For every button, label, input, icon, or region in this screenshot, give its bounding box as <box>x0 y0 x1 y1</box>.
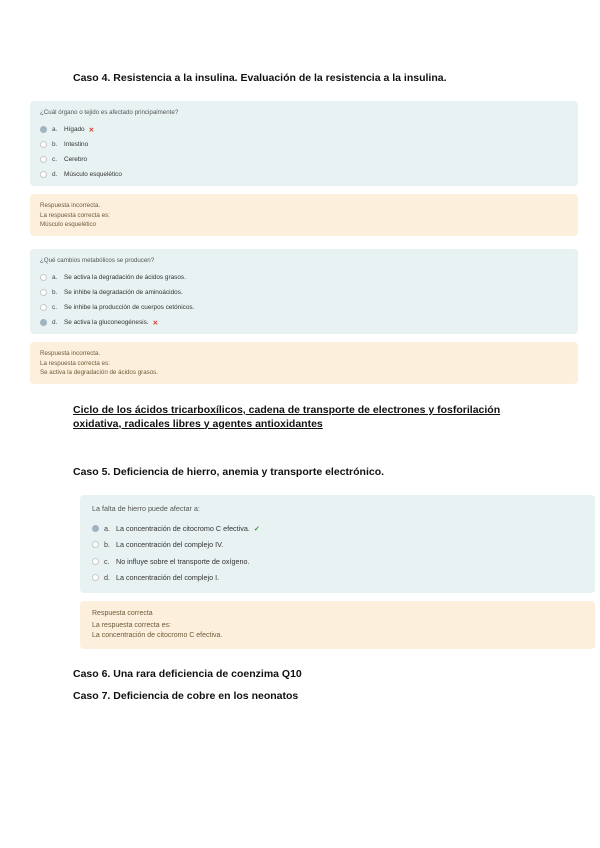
feedback-answer: Músculo esquelético <box>40 220 97 228</box>
option-label: Intestino <box>64 141 89 148</box>
case4-q2-option-a[interactable] <box>40 270 568 285</box>
case5-question1-card <box>80 495 595 593</box>
case4-q2-option-d[interactable] <box>40 315 568 330</box>
option-label: La concentración del complejo IV. <box>116 540 224 550</box>
radio-icon[interactable] <box>92 558 99 565</box>
radio-icon[interactable] <box>40 304 47 311</box>
radio-icon[interactable] <box>40 156 47 163</box>
option-letter: a. <box>52 274 58 281</box>
radio-checked-icon[interactable] <box>92 525 99 532</box>
option-letter: c. <box>104 556 110 566</box>
case5-q1-option-c[interactable] <box>92 553 583 570</box>
case5-q1-text: La falta de hierro puede afectar a: <box>92 504 200 513</box>
feedback-intro: La respuesta correcta es: <box>92 622 171 629</box>
option-letter: d. <box>52 319 58 326</box>
feedback-answer: Se activa la degradación de ácidos grasos. <box>40 368 158 376</box>
case4-q1-option-d[interactable] <box>40 167 568 182</box>
case5-q1-feedback <box>80 601 595 649</box>
option-letter: b. <box>104 540 110 550</box>
incorrect-x-icon: ✕ <box>152 319 158 327</box>
option-letter: a. <box>52 126 58 133</box>
option-label: Se activa la degradación de ácidos grasos. <box>64 274 186 281</box>
option-letter: c. <box>52 156 57 163</box>
radio-icon[interactable] <box>40 289 47 296</box>
option-letter: b. <box>52 289 58 296</box>
radio-icon[interactable] <box>40 171 47 178</box>
case4-q1-option-a[interactable] <box>40 122 568 137</box>
radio-icon[interactable] <box>92 541 99 548</box>
option-letter: b. <box>52 141 58 148</box>
feedback-heading: Respuesta correcta <box>92 610 153 617</box>
feedback-intro: La respuesta correcta es: <box>40 212 110 219</box>
option-letter: a. <box>104 523 110 533</box>
radio-checked-icon[interactable] <box>40 319 47 326</box>
case4-q2-option-c[interactable] <box>40 300 568 315</box>
case5-title: Caso 5. Deficiencia de hierro, anemia y transporte electrónico. <box>73 466 385 478</box>
option-label: La concentración de citocromo C efectiva. <box>116 523 250 533</box>
case4-question1-card <box>30 101 578 186</box>
radio-checked-icon[interactable] <box>40 126 47 133</box>
case5-q1-option-b[interactable] <box>92 537 583 554</box>
option-label: Se activa la gluconeogénesis. <box>64 319 149 326</box>
case4-q1-text: ¿Cuál órgano o tejido es afectado principalmente? <box>40 109 179 116</box>
correct-check-icon: ✓ <box>253 523 260 533</box>
radio-icon[interactable] <box>92 574 99 581</box>
radio-icon[interactable] <box>40 274 47 281</box>
case4-q1-feedback <box>30 194 578 236</box>
case4-q2-feedback <box>30 342 578 384</box>
option-label: Se inhibe la producción de cuerpos cetónicos. <box>64 304 195 311</box>
case5-q1-option-a[interactable] <box>92 520 583 537</box>
case4-q2-option-b[interactable] <box>40 285 568 300</box>
option-label: No influye sobre el transporte de oxígeno. <box>116 556 250 566</box>
feedback-answer: La concentración de citocromo C efectiva. <box>92 631 223 639</box>
case4-q2-text: ¿Qué cambios metabólicos se producen? <box>40 257 155 264</box>
case7-title: Caso 7. Deficiencia de cobre en los neonatos <box>73 690 299 702</box>
case5-q1-option-d[interactable] <box>92 570 583 587</box>
option-label: La concentración del complejo I. <box>116 573 220 583</box>
option-letter: d. <box>104 573 110 583</box>
case4-q1-option-c[interactable] <box>40 152 568 167</box>
incorrect-x-icon: ✕ <box>88 126 94 134</box>
option-letter: c. <box>52 304 57 311</box>
feedback-heading: Respuesta incorrecta. <box>40 202 101 209</box>
feedback-heading: Respuesta incorrecta. <box>40 350 101 357</box>
case4-q1-option-b[interactable] <box>40 137 568 152</box>
option-label: Cerebro <box>64 156 88 163</box>
case4-title: Caso 4. Resistencia a la insulina. Evaluación de la resistencia a la insulina. <box>73 72 447 84</box>
case6-title: Caso 6. Una rara deficiencia de coenzima Q10 <box>73 668 302 680</box>
option-letter: d. <box>52 171 58 178</box>
feedback-intro: La respuesta correcta es: <box>40 360 110 367</box>
radio-icon[interactable] <box>40 141 47 148</box>
option-label: Músculo esquelético <box>64 171 122 178</box>
option-label: Se inhibe la degradación de aminoácidos. <box>64 289 183 296</box>
option-label: Hígado <box>64 126 85 133</box>
case4-question2-card <box>30 249 578 334</box>
section-title: Ciclo de los ácidos tricarboxílicos, cadena de transporte de electrones y fosforilación oxidativa, radicales libres y agentes antioxidantes <box>73 404 501 430</box>
